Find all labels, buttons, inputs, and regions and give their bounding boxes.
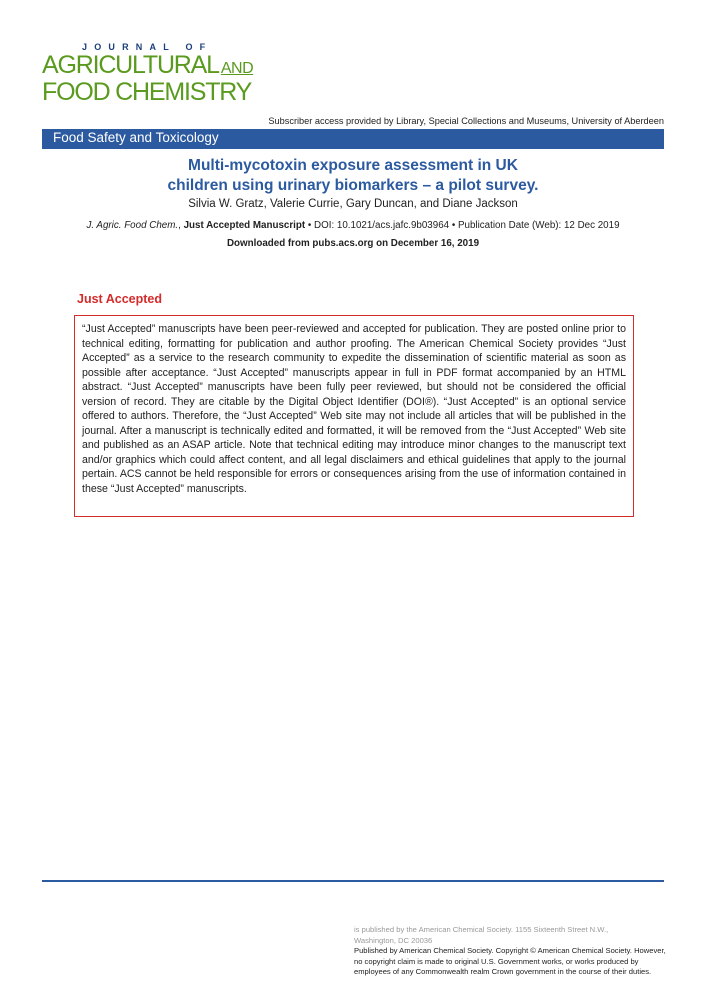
- citation-separator: ,: [178, 220, 184, 231]
- footer-divider: [42, 880, 664, 882]
- article-title-line-2: children using urinary biomarkers – a pilot survey.: [167, 177, 539, 194]
- footer-publisher-line-1: is published by the American Chemical Society. 1155 Sixteenth Street N.W.,: [354, 925, 609, 934]
- citation-doi-date: • DOI: 10.1021/acs.jafc.9b03964 • Publication Date (Web): 12 Dec 2019: [305, 220, 620, 231]
- manuscript-status: Just Accepted Manuscript: [183, 220, 306, 231]
- section-label: Food Safety and Toxicology: [53, 130, 219, 145]
- logo-line-1: [42, 51, 262, 80]
- downloaded-note: Downloaded from pubs.acs.org on December 16, 2019: [226, 238, 480, 249]
- just-accepted-heading: Just Accepted: [77, 292, 162, 306]
- footer-publisher-line-2: Washington, DC 20036: [354, 935, 433, 945]
- journal-abbreviation: J. Agric. Food Chem.: [86, 220, 179, 231]
- just-accepted-box: [74, 315, 634, 517]
- article-authors: Silvia W. Gratz, Valerie Currie, Gary Duncan, and Diane Jackson: [188, 198, 518, 210]
- article-citation: [42, 220, 664, 231]
- logo-journal-of: JOURNAL OF: [82, 42, 213, 52]
- journal-logo: [42, 42, 262, 104]
- logo-agricultural: AGRICULTURAL: [42, 51, 219, 79]
- footer-publisher-info: [354, 925, 674, 978]
- subscriber-access-note: Subscriber access provided by Library, Special Collections and Museums, University of Aberdeen: [268, 116, 664, 126]
- logo-food-chemistry: FOOD CHEMISTRY: [42, 78, 252, 106]
- section-bar: [42, 129, 664, 149]
- just-accepted-body: “Just Accepted” manuscripts have been peer-reviewed and accepted for publication. They are posted online prior to technical editing, formatting for publication and author proofing. The American Chemical Society provides “Just Accepted” as a service to the research community to expedite the dissemination of scientific material as soon as possible after acceptance. “Just Accepted” manuscripts appear in full in PDF format accompanied by an HTML abstract. “Just Accepted” manuscripts have been fully peer reviewed, but should not be considered the official version of record. They are citable by the Digital Object Identifier (DOI®). “Just Accepted” is an optional service offered to authors. Therefore, the “Just Accepted” Web site may not include all articles that will be published in the journal. After a manuscript is technically edited and formatted, it will be removed from the “Just Accepted” Web site and published as an ASAP article. Note that technical editing may introduce minor changes to the manuscript text and/or graphics which could affect content, and all legal disclaimers and ethical guidelines that apply to the journal pertain. ACS cannot be held responsible for errors or consequences arising from the use of information contained in these “Just Accepted” manuscripts.: [82, 323, 626, 495]
- article-title-line-1: Multi-mycotoxin exposure assessment in UK: [188, 157, 518, 174]
- logo-and: AND: [220, 60, 254, 77]
- article-title: [42, 156, 664, 196]
- footer-copyright: Published by American Chemical Society. Copyright © American Chemical Society. However, no copyright claim is made to original U.S. Government works, or works produced by employees of any Commonwealth realm Crown government in the course of their duties.: [354, 946, 666, 976]
